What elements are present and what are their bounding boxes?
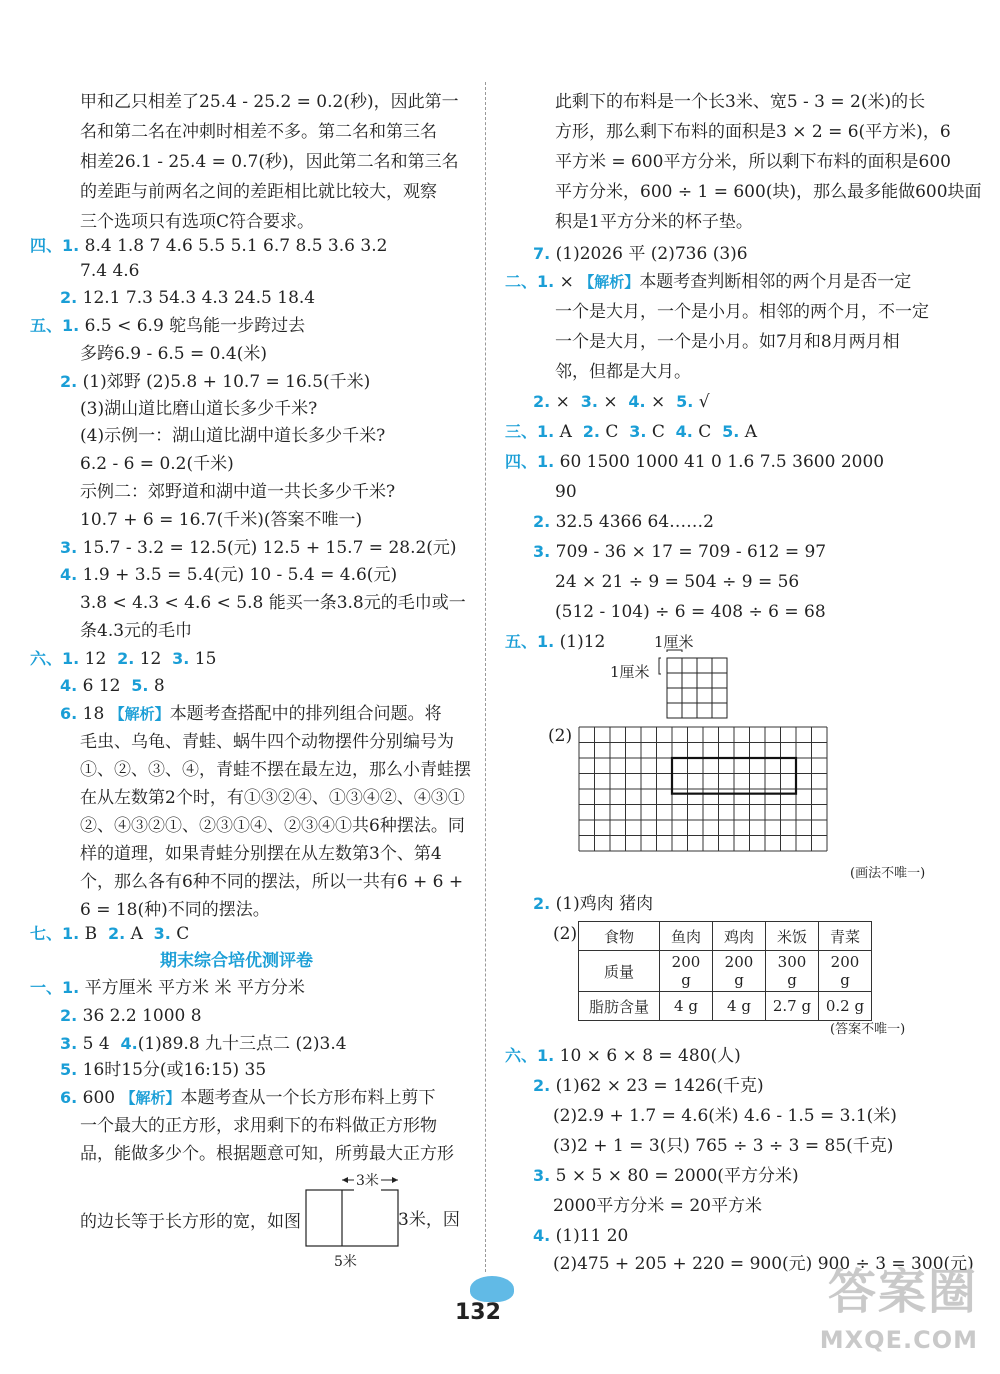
answer: B [84, 924, 98, 944]
food-table [578, 921, 872, 1021]
item-number: 2. [533, 894, 551, 913]
section-label: 三、 [505, 422, 538, 441]
answer-line [60, 1032, 347, 1056]
intro-line: 的差距与前两名之间的差距相比就比较大，观察 [80, 182, 437, 202]
answer-line [533, 1074, 764, 1098]
answer: 12.1 7.3 54.3 4.3 24.5 18.4 [82, 288, 316, 308]
table-cell: 300 g [766, 951, 819, 992]
answer-line: 2000平方分米 = 20平方米 [553, 1196, 762, 1216]
answer-line [533, 540, 826, 564]
item-number: 1. [62, 236, 80, 255]
cm-bracket-top [667, 650, 682, 652]
item-number: 3. [580, 392, 598, 411]
analysis-line: 一个最大的正方形，求用剩下的布料做正方形物 [80, 1116, 437, 1136]
part-label: (2) [553, 924, 578, 944]
item-number: 3. [629, 422, 647, 441]
answer: 32.5 4366 64……2 [555, 512, 714, 532]
table-cell: 0.2 g [819, 992, 872, 1021]
answer: (1)鸡肉 猪肉 [555, 894, 654, 914]
cont-line: 平方分米，600 ÷ 1 = 600(块)，那么最多能做600块面 [555, 182, 982, 202]
exam-section-4 [505, 450, 884, 474]
item-number: 1. [62, 316, 80, 335]
watermark-url: MXQE.COM [819, 1326, 978, 1354]
answer-line: 7.4 4.6 [80, 261, 140, 281]
answer-line [60, 1004, 202, 1028]
section-7 [30, 922, 189, 946]
table-header: 青菜 [819, 922, 872, 951]
answer-line [60, 702, 442, 726]
answer: 600 [82, 1088, 116, 1108]
analysis-text: 本题考查判断相邻的两个月是否一定 [639, 272, 912, 292]
table-header: 食物 [579, 922, 660, 951]
answer: × [603, 392, 618, 412]
page-number: 132 [455, 1300, 501, 1325]
table-cell: 质量 [579, 951, 660, 992]
answer-line [60, 563, 397, 587]
answer-line: 90 [555, 482, 577, 502]
answer: 6 12 [82, 676, 121, 696]
item-number: 5. [722, 422, 740, 441]
analysis-text: 本题考查从一个长方形布料上剪下 [180, 1088, 436, 1108]
answer: 15.7 - 3.2 = 12.5(元) 12.5 + 15.7 = 28.2(元) [82, 538, 457, 558]
item-number: 4. [120, 1034, 138, 1053]
dimension-bottom-label: 5米 [334, 1254, 357, 1270]
answer-line: 条4.3元的毛巾 [80, 621, 193, 641]
item-number: 6. [60, 704, 78, 723]
answer: √ [698, 392, 710, 412]
large-grid-figure [578, 726, 830, 854]
answer: C [698, 422, 712, 442]
item-number: 4. [628, 392, 646, 411]
answer: (1)12 [559, 632, 606, 652]
answer-line: 6.2 - 6 = 0.2(千米) [80, 454, 234, 474]
item-number: 1. [537, 1046, 555, 1065]
dolphin-icon [470, 1276, 514, 1302]
intro-line: 三个选项只有选项C符合要求。 [80, 212, 315, 232]
answer-line [533, 390, 710, 414]
section-label: 五、 [505, 632, 538, 651]
cloth-rectangle [306, 1190, 398, 1246]
drawing-note: (画法不唯一) [850, 866, 926, 881]
arrow-left [342, 1177, 348, 1183]
analysis-line: 一个是大月，一个是小月。如7月和8月两月相 [555, 332, 900, 352]
answer-line [533, 892, 653, 916]
answer-line: (3)湖山道比磨山道长多少千米? [80, 399, 318, 419]
answer-line: (512 - 104) ÷ 6 = 408 ÷ 6 = 68 [555, 602, 826, 622]
intro-line: 相差26.1 - 25.4 = 0.7(秒)，因此第二名和第三名 [80, 152, 459, 172]
table-cell: 200 g [713, 951, 766, 992]
small-grid-figure [655, 648, 745, 720]
cont-line: 方形，那么剩下布料的面积是3 × 2 = 6(平方米)，6 [555, 122, 951, 142]
answer: (1)11 20 [555, 1226, 629, 1246]
item-number: 4. [533, 1226, 551, 1245]
answer: C [651, 422, 665, 442]
section-6 [30, 647, 216, 671]
item-number: 1. [62, 649, 80, 668]
answer: 10 × 6 × 8 = 480(人) [559, 1046, 741, 1066]
analysis-tag: 【解析】 [579, 273, 640, 291]
item-number: 1. [537, 452, 555, 471]
cont-line: 平方米 = 600平方分米，所以剩下布料的面积是600 [555, 152, 951, 172]
section-label: 一、 [30, 978, 63, 997]
table-cell: 4 g [660, 992, 713, 1021]
intro-line: 名和第二名在冲刺时相差不多。第二名和第三名 [80, 122, 437, 142]
item-number: 1. [537, 272, 555, 291]
item-number: 2. [533, 512, 551, 531]
item-number: 3. [60, 538, 78, 557]
analysis-line: 毛虫、乌龟、青蛙、蜗牛四个动物摆件分别编号为 [80, 732, 454, 752]
answer-line: 多跨6.9 - 6.5 = 0.4(米) [80, 344, 267, 364]
analysis-text: 本题考查搭配中的排列组合问题。将 [169, 704, 442, 724]
item-number: 1. [537, 422, 555, 441]
item-number: 3. [172, 649, 190, 668]
item-number: 2. [533, 1076, 551, 1095]
section-label: 六、 [505, 1046, 538, 1065]
answer: 12 [139, 649, 162, 669]
item-number: 5. [131, 676, 149, 695]
item-number: 5. [60, 1060, 78, 1079]
answer: 15 [194, 649, 217, 669]
answer-line [60, 536, 457, 560]
section-label: 二、 [505, 272, 538, 291]
table-row [579, 992, 872, 1021]
answer: 8.4 1.8 7 4.6 5.5 5.1 6.7 8.5 3.6 3.2 [84, 236, 388, 256]
table-cell: 4 g [713, 992, 766, 1021]
item-number: 3. [60, 1034, 78, 1053]
answer-line: (3)2 + 1 = 3(只) 765 ÷ 3 ÷ 3 = 85(千克) [553, 1136, 894, 1156]
exam-title: 期末综合培优测评卷 [160, 951, 313, 971]
intro-line: 甲和乙只相差了25.4 - 25.2 = 0.2(秒)，因此第一 [80, 92, 459, 112]
table-header: 鸡肉 [713, 922, 766, 951]
exam-section-1 [30, 976, 305, 1000]
answer-line [60, 674, 165, 698]
answer: 5 4 [82, 1034, 110, 1054]
item-number: 2. [533, 392, 551, 411]
arrow-right [392, 1177, 398, 1183]
answer: A [130, 924, 143, 944]
analysis-line: 的边长等于长方形的宽，如图 [80, 1212, 301, 1232]
item-number: 3. [153, 924, 171, 943]
dimension-top-label: 3米 [354, 1169, 381, 1193]
answer-line [60, 1086, 436, 1110]
column-divider [485, 82, 486, 1272]
answer: 36 2.2 1000 8 [82, 1006, 202, 1026]
item-number: 3. [533, 542, 551, 561]
item-number: 2. [60, 372, 78, 391]
exam-section-3 [505, 420, 757, 444]
answer: (1)郊野 (2)5.8 + 10.7 = 16.5(千米) [82, 372, 371, 392]
item-number: 4. [60, 565, 78, 584]
watermark-logo: 答案圈 [827, 1264, 978, 1320]
answer: 709 - 36 × 17 = 709 - 612 = 97 [555, 542, 827, 562]
answer: × [651, 392, 666, 412]
answer-line: (2)2.9 + 1.7 = 4.6(米) 4.6 - 1.5 = 3.1(米) [553, 1106, 897, 1126]
analysis-tag: 【解析】 [109, 705, 170, 723]
item-number: 4. [60, 676, 78, 695]
answer: (1)89.8 九十三点二 (2)3.4 [137, 1034, 347, 1054]
table-header-row [579, 922, 872, 951]
exam-section-2 [505, 270, 911, 294]
answer: C [605, 422, 619, 442]
table-cell: 200 g [819, 951, 872, 992]
item-number: 1. [62, 924, 80, 943]
answer: 平方厘米 平方米 米 平方分米 [84, 978, 305, 998]
cm-label-top: 1厘米 [654, 633, 694, 651]
section-5 [30, 314, 305, 338]
answer-note: (答案不唯一) [830, 1022, 906, 1037]
table-row [579, 951, 872, 992]
item-number: 1. [537, 632, 555, 651]
analysis-line: 样的道理，如果青蛙分别摆在从左数第3个、第4 [80, 844, 442, 864]
table-cell: 200 g [660, 951, 713, 992]
item-number: 2. [60, 288, 78, 307]
answer-line [60, 286, 315, 310]
answer: (1)62 × 23 = 1426(千克) [555, 1076, 764, 1096]
item-number: 2. [107, 924, 126, 943]
answer: A [559, 422, 572, 442]
analysis-tag: 【解析】 [120, 1089, 181, 1107]
answer-line: 24 × 21 ÷ 9 = 504 ÷ 9 = 56 [555, 572, 800, 592]
answer: 60 1500 1000 41 0 1.6 7.5 3600 2000 [559, 452, 885, 472]
item-number: 7. [533, 244, 551, 263]
cm-label-left: 1厘米 [610, 663, 650, 681]
answer-line: 10.7 + 6 = 16.7(千米)(答案不唯一) [80, 510, 363, 530]
analysis-line: 6 = 18(种)不同的摆法。 [80, 900, 270, 920]
answer-line: 3.8 < 4.3 < 4.6 < 5.8 能买一条3.8元的毛巾或一 [80, 593, 466, 613]
answer-line [533, 242, 748, 266]
answer: 8 [153, 676, 165, 696]
answer: 1.9 + 3.5 = 5.4(元) 10 - 5.4 = 4.6(元) [82, 565, 398, 585]
analysis-line: 个，那么各有6种不同的摆法，所以一共有6 + 6 + [80, 872, 464, 892]
part-label: (2) [548, 726, 573, 746]
answer: C [176, 924, 190, 944]
answer: 12 [84, 649, 107, 669]
food-table-wrap [578, 921, 872, 1021]
item-number: 6. [60, 1088, 78, 1107]
answer: (1)2026 平 (2)736 (3)6 [555, 244, 748, 264]
answer-line: (4)示例一：湖山道比湖中道长多少千米? [80, 426, 386, 446]
cont-line: 此剩下的布料是一个长3米、宽5 - 3 = 2(米)的长 [555, 92, 926, 112]
item-number: 3. [533, 1166, 551, 1185]
cm-bracket-left [659, 658, 661, 674]
item-number: 2. [60, 1006, 78, 1025]
exam-section-6 [505, 1044, 741, 1068]
answer-line [60, 370, 370, 394]
analysis-line: ①、②、③、④，青蛙不摆在最左边，那么小青蛙摆 [80, 760, 471, 780]
cont-line: 积是1平方分米的杯子垫。 [555, 212, 753, 232]
answer-line: (2)475 + 205 + 220 = 900(元) 900 ÷ 3 = 300(元) [553, 1254, 974, 1274]
answer: A [744, 422, 757, 442]
answer: × [559, 272, 574, 292]
table-cell: 2.7 g [766, 992, 819, 1021]
answer: 6.5 < 6.9 鸵鸟能一步跨过去 [84, 316, 306, 336]
item-number: 2. [117, 649, 135, 668]
analysis-line: 邻，但都是大月。 [555, 362, 691, 382]
analysis-line: 一个是大月，一个是小月。相邻的两个月，不一定 [555, 302, 929, 322]
item-number: 4. [675, 422, 693, 441]
section-label: 四、 [30, 236, 63, 255]
section-label: 五、 [30, 316, 63, 335]
section-label: 四、 [505, 452, 538, 471]
section-label: 七、 [30, 924, 63, 943]
answer-line: 示例二：郊野道和湖中道一共长多少千米? [80, 482, 396, 502]
answer: 18 [82, 704, 105, 724]
answer: 16时15分(或16:15) 35 [82, 1060, 267, 1080]
analysis-line: 在从左数第2个时，有①③②④、①③④②、④③① [80, 788, 465, 808]
answer-line [533, 1224, 628, 1248]
answer-line [533, 510, 714, 534]
analysis-line: ②、④③②①、②③①④、②③④①共6种摆法。同 [80, 816, 465, 836]
table-header: 鱼肉 [660, 922, 713, 951]
answer-line [533, 1164, 799, 1188]
item-number: 5. [676, 392, 694, 411]
table-cell: 脂肪含量 [579, 992, 660, 1021]
answer: × [555, 392, 570, 412]
section-4 [30, 234, 387, 258]
section-label: 六、 [30, 649, 63, 668]
exam-section-5 [505, 630, 605, 654]
answer-line [60, 1058, 266, 1082]
item-number: 1. [62, 978, 80, 997]
dimension-right-label: 3米，因 [398, 1210, 460, 1230]
table-header: 米饭 [766, 922, 819, 951]
analysis-line: 品，能做多少个。根据题意可知，所剪最大正方形 [80, 1144, 454, 1164]
item-number: 2. [582, 422, 600, 441]
answer: 5 × 5 × 80 = 2000(平方分米) [555, 1166, 799, 1186]
